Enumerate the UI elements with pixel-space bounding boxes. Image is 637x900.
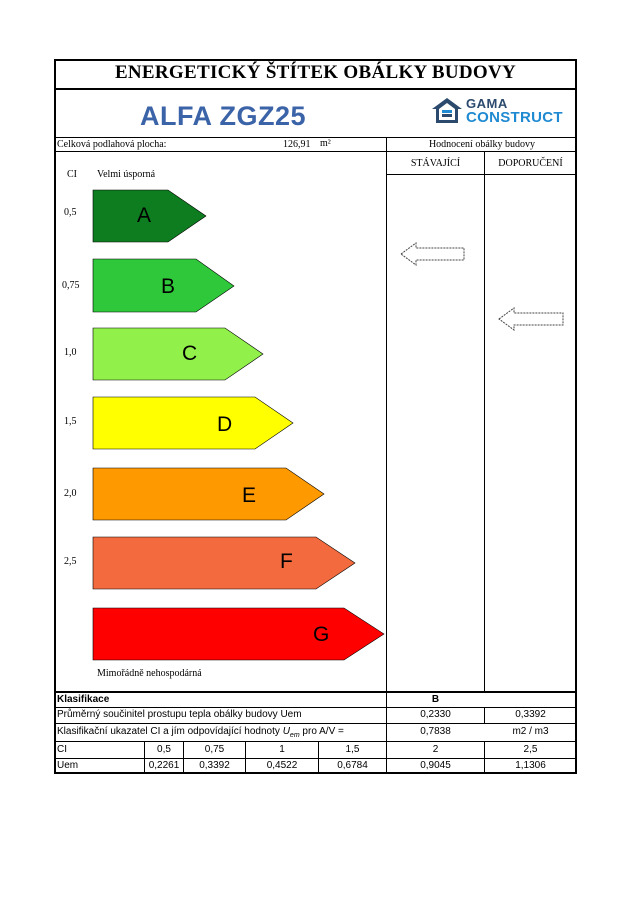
ci-value-b: 0,75 <box>62 280 80 291</box>
ci-row-cell: 0,75 <box>204 744 225 755</box>
column-separator <box>318 741 319 773</box>
class-letter-a: A <box>137 204 152 227</box>
ci-header: CI <box>67 169 77 180</box>
floor-area-label: Celková podlahová plocha: <box>57 139 167 150</box>
top-label: Velmi úsporná <box>97 169 156 180</box>
ci-value-f: 2,5 <box>64 556 77 567</box>
ci-value-c: 1,0 <box>64 347 77 358</box>
uem-row-cell: 0,6784 <box>337 760 368 771</box>
ci-value-e: 2,0 <box>64 488 77 499</box>
ci-row-cell: 2 <box>432 744 439 755</box>
recommended-column-header: DOPORUČENÍ <box>498 158 563 169</box>
uem-row-cell: 0,4522 <box>266 760 298 771</box>
uem-row-cell: 0,2261 <box>148 760 180 771</box>
logo-text-construct: CONSTRUCT <box>466 109 563 126</box>
ci-row-cell: 2,5 <box>523 744 538 755</box>
ci-row-cell: 1 <box>279 744 285 755</box>
divider <box>55 741 576 742</box>
current-class-indicator-icon <box>401 243 464 265</box>
column-separator <box>183 741 184 773</box>
class-arrow-f <box>93 537 355 589</box>
column-separator <box>245 741 246 773</box>
av-ratio-unit: m2 / m3 <box>512 726 549 737</box>
uem-values-label: Uem <box>57 760 79 771</box>
uem-row-label: Průměrný součinitel prostupu tepla obálky budovy Uem <box>57 709 302 720</box>
class-letter-d: D <box>217 413 233 436</box>
class-arrow-e <box>93 468 324 520</box>
assessment-header: Hodnocení obálky budovy <box>428 139 536 150</box>
uem-current-value: 0,2330 <box>420 709 451 720</box>
class-letter-f: F <box>280 550 293 573</box>
column-separator <box>484 707 485 723</box>
column-separator <box>386 691 387 773</box>
recommended-class-indicator-icon <box>499 308 563 330</box>
classification-label: Klasifikace <box>57 694 110 705</box>
class-arrow-g <box>93 608 384 660</box>
ci-value-a: 0,5 <box>64 207 77 218</box>
bottom-label: Mimořádně nehospodárná <box>97 668 202 679</box>
class-letter-e: E <box>242 484 257 507</box>
ci-row-description: Klasifikační ukazatel CI a jím odpovídající hodnoty $U_{em}$ pro A/V = <box>57 726 344 739</box>
project-name: ALFA ZGZ25 <box>140 101 307 131</box>
column-separator <box>144 741 145 773</box>
ci-value-d: 1,5 <box>64 416 77 427</box>
class-letter-c: C <box>182 342 198 365</box>
av-ratio-value: 0,7838 <box>420 726 451 737</box>
uem-row-cell: 0,9045 <box>420 760 451 771</box>
floor-area-value: 126,91 <box>283 139 311 150</box>
column-separator <box>484 741 485 773</box>
logo-text-gama: GAMA <box>466 96 508 111</box>
class-arrow-d <box>93 397 293 449</box>
ci-row-cell: 0,5 <box>157 744 171 755</box>
uem-row-cell: 1,1306 <box>515 760 546 771</box>
floor-area-unit: m² <box>320 138 331 149</box>
ci-row-label: CI <box>57 744 67 755</box>
class-arrow-c <box>93 328 263 380</box>
divider <box>55 691 576 693</box>
class-letter-b: B <box>161 275 176 298</box>
uem-row-cell: 0,3392 <box>199 760 230 771</box>
classification-value: B <box>431 694 440 705</box>
page-title: ENERGETICKÝ ŠTÍTEK OBÁLKY BUDOVY <box>114 62 517 83</box>
divider <box>55 723 576 724</box>
ci-row-cell: 1,5 <box>345 744 360 755</box>
class-letter-g: G <box>313 623 330 646</box>
current-column-header: STÁVAJÍCÍ <box>410 158 461 169</box>
uem-recommended-value: 0,3392 <box>515 709 546 720</box>
